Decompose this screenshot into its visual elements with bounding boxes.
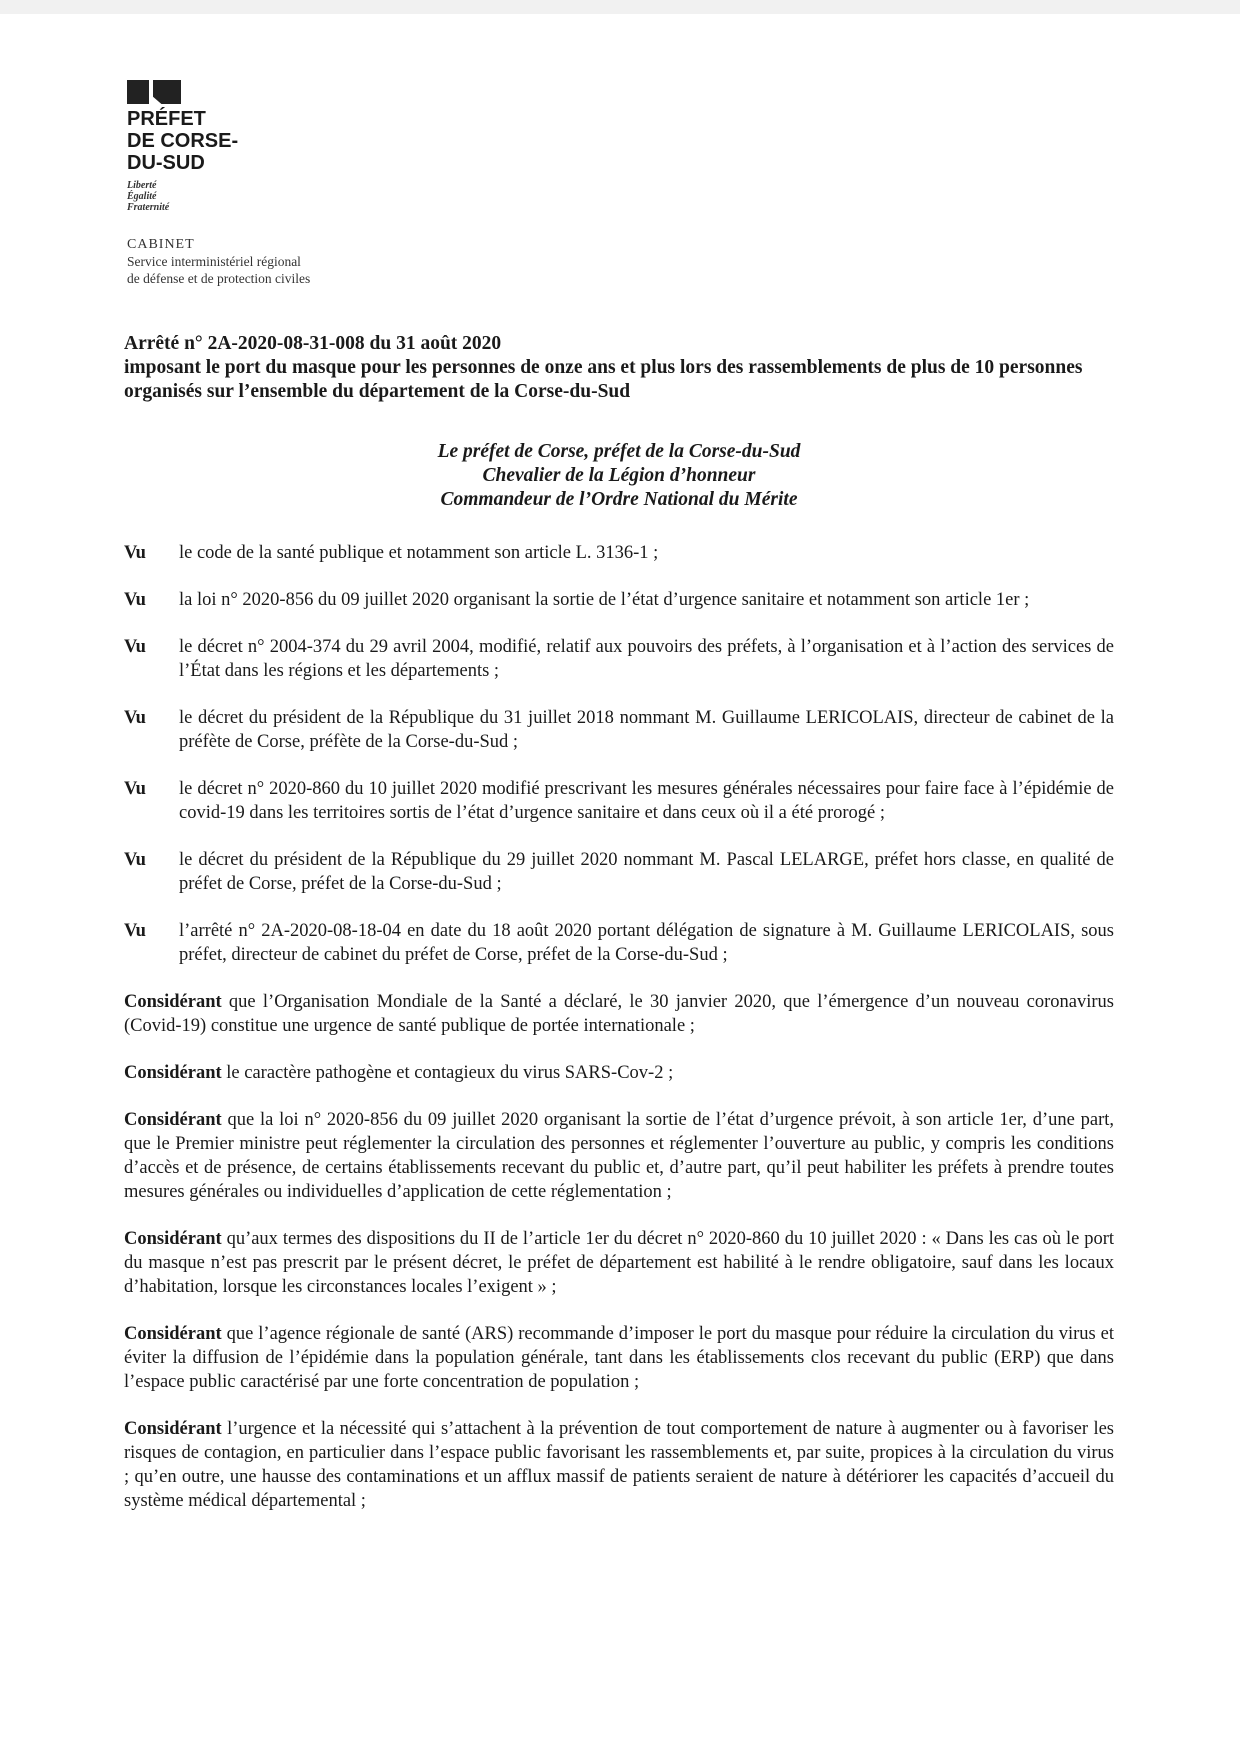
visa-item [124,541,1114,565]
considerant-item [124,1061,1114,1085]
considerant-text: l’urgence et la nécessité qui s’attachent à la prévention de tout comportement de nature à augmenter ou à favoriser les risques de contagion, en particulier dans l’espace public favorisant les rassemblements et, par suite, propices à la circulation du virus ; qu’en outre, une hausse des contaminations et un afflux massif de patients seraient de nature à détériorer les capacités d’accueil du système médical départemental ; [124,1419,1115,1511]
considerant-text: que l’Organisation Mondiale de la Santé a déclaré, le 30 janvier 2020, que l’émergence d’un nouveau coronavirus (Covid-19) constitue une urgence de santé publique de portée internationale ; [124,992,1114,1036]
visa-text: le décret n° 2020-860 du 10 juillet 2020 modifié prescrivant les mesures générales nécessaires pour faire face à l’épidémie de covid-19 dans les territoires sortis de l’état d’urgence sanitaire et dans ceux où il a été prorogé ; [179,779,1114,823]
service-line: de défense et de protection civiles [127,271,311,286]
arrete-heading [124,332,1114,404]
arrete-title: Arrêté n° 2A-2020-08-31-008 du 31 août 2020 [124,333,502,354]
visa-item [124,777,1114,825]
visa-text: le décret du président de la République du 29 juillet 2020 nommant M. Pascal LELARGE, préfet hors classe, en qualité de préfet de Corse, préfet de la Corse-du-Sud ; [179,850,1114,894]
visa-item [124,919,1114,967]
visa-label: Vu [124,590,146,610]
scan-top-edge [0,0,1240,14]
visa-text: la loi n° 2020-856 du 09 juillet 2020 organisant la sortie de l’état d’urgence sanitaire et notamment son article 1er ; [179,590,1030,610]
visa-text: le décret du président de la République du 31 juillet 2018 nommant M. Guillaume LERICOLAIS, directeur de cabinet de la préfète de Corse, préfète de la Corse-du-Sud ; [179,708,1114,752]
considerant-label: Considérant [124,1324,222,1344]
service-line: CABINET [127,237,195,252]
visa-item [124,848,1114,896]
authority-line: Chevalier de la Légion d’honneur [482,465,756,486]
visa-item [124,635,1114,683]
considerant-text: que l’agence régionale de santé (ARS) recommande d’imposer le port du masque pour réduire la circulation du virus et éviter la diffusion de l’épidémie dans la population générale, tant dans les établissements clos recevant du public (ERP) que dans l’espace public caractérisé par une forte concentration de population ; [124,1324,1114,1392]
visa-item [124,588,1114,612]
visa-label: Vu [124,543,146,563]
visa-text: le code de la santé publique et notamment son article L. 3136-1 ; [179,543,659,563]
prefet-line: DU-SUD [127,152,205,174]
marianne-flag-icon [127,80,238,104]
arrete-subtitle: imposant le port du masque pour les personnes de onze ans et plus lors des rassemblements de plus de 10 personnes organisés sur l’ensemble du département de la Corse-du-Sud [124,357,1083,402]
considerant-item [124,990,1114,1038]
visa-label: Vu [124,708,146,728]
prefet-line: PRÉFET [127,108,206,130]
prefecture-logo [127,80,238,213]
considerant-label: Considérant [124,1419,222,1439]
service-line: Service interministériel régional [127,254,301,269]
authority-line: Le préfet de Corse, préfet de la Corse-du-Sud [437,441,801,462]
visa-label: Vu [124,850,146,870]
devise-line: Fraternité [127,202,170,213]
authority-block [124,440,1114,512]
service-block [127,236,310,287]
visa-label: Vu [124,637,146,657]
considerant-text: que la loi n° 2020-856 du 09 juillet 2020 organisant la sortie de l’état d’urgence prévoit, à son article 1er, d’une part, que le Premier ministre peut réglementer la circulation des personnes et réglementer l’ouverture au public, y compris les conditions d’accès et de présence, de certains établissements recevant du public et, d’autre part, qu’il peut habiliter les préfets à prendre toutes mesures générales ou individuelles d’application de cette réglementation ; [124,1110,1115,1202]
visa-label: Vu [124,779,146,799]
considerant-item [124,1227,1114,1299]
visa-text: l’arrêté n° 2A-2020-08-18-04 en date du 18 août 2020 portant délégation de signature à M. Guillaume LERICOLAIS, sous préfet, directeur de cabinet du préfet de Corse, préfet de la Corse-du-Sud ; [179,921,1114,965]
devise-line: Égalité [127,191,157,202]
authority-line: Commandeur de l’Ordre National du Mérite [440,489,798,510]
considerant-label: Considérant [124,1063,222,1083]
considerant-label: Considérant [124,1110,222,1130]
considerant-text: qu’aux termes des dispositions du II de l’article 1er du décret n° 2020-860 du 10 juillet 2020 : « Dans les cas où le port du masque n’est pas prescrit par le présent décret, le préfet de département est habilité à le rendre obligatoire, sauf dans les locaux d’habitation, lorsque les circonstances locales l’exigent » ; [124,1229,1115,1297]
considerant-item [124,1322,1114,1394]
visa-text: le décret n° 2004-374 du 29 avril 2004, modifié, relatif aux pouvoirs des préfets, à l’organisation et à l’action des services de l’État dans les régions et les départements ; [179,637,1114,681]
considerant-item [124,1108,1114,1204]
devise [127,180,238,213]
considerant-label: Considérant [124,992,222,1012]
devise-line: Liberté [127,180,157,191]
prefet-name [127,108,238,174]
considerant-item [124,1417,1114,1513]
document-body [124,541,1114,1536]
considerant-text: le caractère pathogène et contagieux du virus SARS-Cov-2 ; [226,1063,674,1083]
visa-label: Vu [124,921,146,941]
considerant-label: Considérant [124,1229,222,1249]
prefet-line: DE CORSE- [127,130,239,152]
visa-item [124,706,1114,754]
